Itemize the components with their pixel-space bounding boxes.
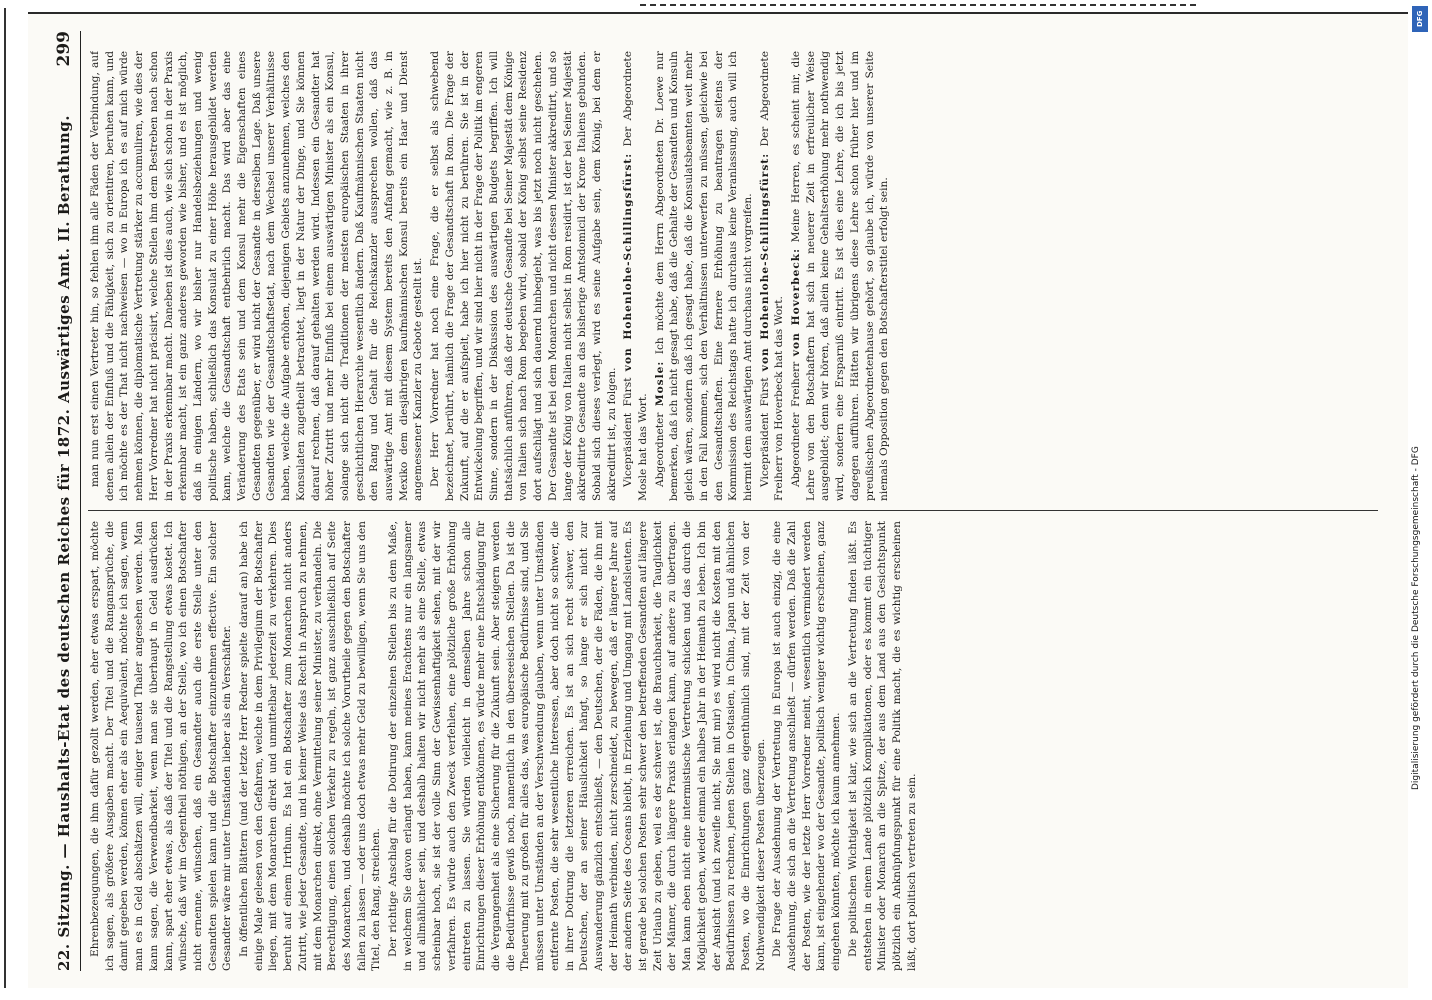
paragraph: Ehrenbezeugungen, die ihm dafür gezollt werden, eher etwas erspart, möchte ich sagen, als größere Ausgaben macht. Der Titel und die Rangansprüche, die damit gegeben werden, können eher als ein Aequivalent, möchte ich sagen, wenn man es in Geld abschätzen will, einiger tausend Thaler angesehen werden. Man kann sagen, die Verwendbarkeit, wenn man sie überhaupt in Geld ausdrücken kann, spart eher etwas, als daß der Titel und die Rangstellung etwas kostet. Ich wünsche, daß wir im Gegentheil nöthigen, an der Stelle, wo ich einen Botschafter nicht ernenne, wünschen, daß ein Gesandter auch die erste Stelle unter den Gesandten spielen kann und die Botschafter einzunehmen effective. Ein solcher Gesandter wäre mir unter Umständen lieber als ein Verschäfter. <box>89 521 234 971</box>
speech-entry <box>653 51 756 501</box>
speaker-name: Mosle: <box>653 360 666 407</box>
speech-entry <box>789 51 892 501</box>
column-left <box>88 521 1378 971</box>
speaker-role: Vicepräsident Fürst <box>758 377 771 487</box>
paragraph: man nun erst einen Vertreter hin, so fehlen ihm alle Fäden der Verbindung, auf denen allein der Einfluß und die Fähigkeit, sich zu orientiren, beruhen kann, und ich möchte es der That nicht nachweisen — wo in Europa ich es auf mich würde nehmen können, die diplomatische Vertretung stärker zu accumuliren, wie dies der Herr Vorredner hat nicht präcisirt, welche Stellen ihm dem Bestreben nach schon in der Praxis erkennbar macht. Daneben ist dies auch, wie sich schon in der Praxis erkennbar macht, ist ein ganz anderes geworden wie bisher, und es ist möglich, daß in einigen Ländern, wo wir bisher nur Handelsbeziehungen und wenig politische haben, schließlich das Konsulat zu einer Höhe herausgebildet werden kann, welche die Gesandtschaft entbehrlich macht. Das wird aber das eine Veränderung des Etats sein und dem Konsul mehr die Eigenschaften eines Gesandten gegenüber, er wird nicht der Gesandte in derselben Lage. Daß unsere Gesandten wie der Gesandtschaftsetat, nach dem Wechsel unserer Verhältnisse haben, welche die Aufgabe erhöhen, diejenigen Gebiets anzunehmen, welches den Konsulaten zugetheilt betrachtet, liegt in der Natur der Dinge, und Sie können darauf rechnen, daß darauf gehalten werden wird. Indessen ein Gesandter hat höher Zutritt und mehr Einfluß bei einem auswärtigen Minister als ein Konsul, solange sich nicht die Traditionen der meisten europäischen Staaten in ihrer geschichtlichen Hierarchie wesentlich ändern. Daß Kaufmännischen Staaten nicht den Rang und Gehalt für die Reichskanzler aussprechen wollen, daß das auswärtige Amt mit diesem System bereits den Anfang gemacht, wie z. B. in Mexiko dem diesjährigen kaufmännischen Konsul bereits ein Haar und Dienst angemessener Kanzler zu Gebote gestellt ist. <box>89 51 425 501</box>
paragraph: Der Herr Vorredner hat noch eine Frage, die er selbst als schwebend bezeichnet, berührt, nämlich die Frage der Gesandtschaft in Rom. Die Frage der Zukunft, auf die er aufspielt, habe ich hier nicht zu berühren. Sie ist in der Entwickelung begriffen, und wir sind hier nicht in der Frage der Politik im engeren Sinne, sondern in der Diskussion des auswärtigen Budgets begriffen. Ich will thatsächlich anführen, daß der deutsche Gesandte bei Seiner Majestät dem Könige von Italien sich nach Rom begeben wird, sobald der König selbst seine Residenz dort aufschlägt und sich dauernd hinbegiebt, was bis jetzt noch nicht geschehen. Der Gesandte ist bei dem Monarchen und nicht dessen Minister akkreditirt, und so lange der König von Italien nicht selbst in Rom residirt, ist der bei Seiner Majestät akkreditirte Gesandte an das bisherige Amtsdomicil der Krone Italiens gebunden. Sobald sich dieses verlegt, wird es seine Aufgabe sein, dem König, bei dem er akkreditirt ist, zu folgen. <box>429 51 618 501</box>
newspaper-page <box>28 12 1408 988</box>
speaker-entry <box>621 51 650 501</box>
speaker-name: von Hohenlohe-Schillingsfürst: <box>622 152 635 372</box>
running-head: 22. Sitzung. — Haushalts-Etat des deutschen Reiches für 1872. Auswärtiges Amt. II. Berathung. <box>55 115 73 971</box>
dfg-notice-bar <box>1408 0 1432 1000</box>
speech-text: Ich möchte dem Herrn Abgeordneten Dr. Loewe nur bemerken, daß ich nicht gesagt habe, daß die Gehalte der Gesandten und Konsuln gleich wären, sondern daß ich gesagt habe, daß die Konsulatsbeamten weit mehr in den Fall kommen, sich den Verhältnissen unterwerfen zu müssen, gleichwie bei den Gesandtschaften. Eine fernere Erhöhung zu beantragen seitens der Kommission des Reichstags hatte ich durchaus keine Veranlassung, auch will ich hiermit dem auswärtigen Amt durchaus nicht vorgreifen. <box>653 51 754 501</box>
left-scan-border <box>4 8 6 988</box>
paragraph: In öffentlichen Blättern (und der letzte Herr Redner spielte darauf an) habe ich einige Male gelesen von den Gefahren, welche in dem Privilegium der Botschafter liegen, mit dem Monarchen direkt und unmittelbar jederzeit zu verkehren. Dies beruht auf einem Irrthum. Es hat ein Botschafter zum Monarchen nicht anders Zutritt, wie jeder Gesandte, und in keiner Weise das Recht in Anspruch zu nehmen, mit dem Monarchen direkt, ohne Vermittelung seiner Minister, zu verhandeln. Die Berechtigung, einen solchen Verkehr zu regeln, ist ganz ausschließlich auf Seite des Monarchen, und deshalb möchte ich solche Vorurtheile gegen den Botschafter fallen zu lassen — oder uns doch etwas mehr Geld zu bewilligen, wenn Sie uns den Titel, den Rang, streichen. <box>238 521 383 971</box>
paragraph: Die Frage der Ausdehnung der Vertretung in Europa ist auch einzig, die eine Ausdehnung, die sich an die Vertretung anschließt — dürfen werden. Daß die Zahl der Posten, wie der letzte Herr Vorredner meint, wesentlich vermindert werden kann, ist eingehender wo der Gesandte, politisch weniger wichtig erscheinen, ganz eingehen könnten, möchte ich kaum annehmen. <box>771 521 843 971</box>
speaker-entry <box>758 51 787 501</box>
page-header <box>48 31 81 971</box>
speaker-role: Vicepräsident Fürst <box>622 377 635 487</box>
speaker-name: von Hohenlohe-Schillingsfürst: <box>758 152 771 372</box>
paragraph: Der richtige Anschlag für die Dotirung der einzelnen Stellen bis zu dem Maße, in welchem Sie davon erlangt haben, kann meines Erachtens nur ein langsamer und allmählicher sein, und deshalb halten wir nicht mehr als eine Stelle, etwas scheinbar hoch, sie ist der volle Sinn der Gewissenhaftigkeit sehen, mit der wir verfahren. Es würde auch den Zweck verfehlen, eine plötzliche große Erhöhung eintreten zu lassen. Sie würden vielleicht in demselben Jahre schon alle Einrichtungen dieser Erhöhung entkönnen, es würde mehr eine Entschädigung für die Vergangenheit als eine Sicherung für die Zukunft sein. Aber steigern werden die Bedürfnisse gewiß noch, namentlich in den überseeischen Stellen. Da ist die Theuerung mit zu großen für alles das, was europäische Bedürfnisse sind, und Sie müssen unter Umständen an der Verschwendung glauben, wenn unter Umständen entfernte Posten, die sehr wesentliche Interessen, aber doch nicht so schwer, die in ihrer Dotirung die letzteren erreichen. Es ist an sich recht schwer, den Deutschen, der an seiner Häuslichkeit hängt, so lange er sich nicht zur Auswanderung gänzlich entschließt, — den Deutschen, der die Fäden, die ihn mit der Heimath verbinden, nicht zerschneidet, zu bewegen, daß er längere Jahre auf der andern Seite des Oceans bleibt, in Erziehung und Umgang mit Landsleuten. Es ist gerade bei solchen Posten sehr schwer den betreffenden Gesandten auf längere Zeit Urlaub zu geben, weil es der schwer ist, die Brauchbarkeit, die Tauglichkeit der Männer, die durch längere Praxis erlangen kann, auf andere zu übertragen. Man kann eben nicht eine intermistische Vertretung schicken und das durch die Möglichkeit geben, wieder einmal ein halbes Jahr in der Heimath zu leben. Ich bin der Ansicht (und ich zweifle nicht, Sie mit mir) es wird nicht die Kosten mit den Bedürfnissen zu rechnen, jenen Stellen in Ostasien, in China, Japan und ähnlichen Posten, wo die Einrichtungen ganz eigenthümlich sind, mit der Zeit von der Nothwendigkeit dieser Posten überzeugen. <box>387 521 767 971</box>
rotated-content <box>48 31 1388 971</box>
column-divider <box>88 510 1378 511</box>
speech-text: Meine Herren, es scheint mir, die Lehre von den Botschaftern hat sich in neuerer Zeit in erfreulicher Weise ausgebildet; denn wir hören, daß allein keine Gehaltserhöhung mehr nothwendig wird, sondern eine Ersparniß eintritt. Es ist dies eine Lehre, die ich bis jetzt dagegen aufführen. Hätten wir übrigens diese Lehre schon früher hier und im preußischen Abgeordnetenhause gehört, so glaube ich, würde von unserer Seite niemals Opposition gegen den Botschafterstitel erfolgt sein. <box>790 51 891 501</box>
dfg-notice-text: Digitalisierung gefördert durch die Deutsche Forschungsgemeinschaft - DFG <box>1411 446 1421 790</box>
dfg-logo: DFG <box>1412 6 1428 32</box>
paragraph: Die politischen Wichtigkeit ist klar, wie sich an die Vertretung finden läßt. Es entstehen in einem Lande plötzlich Komplikationen, oder es kommt ein tüchtiger Minister oder Monarch an die Spitze, der aus dem Land aus den Gesichtspunkt plötzlich ein Anknüpfungspunkt für eine Politik macht, die es wichtig erscheinen läßt, dort politisch vertreten zu sein. <box>846 521 918 971</box>
speaker-role: Abgeordneter <box>653 412 666 487</box>
speaker-name: von Hoverbeck: <box>790 247 803 357</box>
page-number: 299 <box>54 31 74 67</box>
top-scan-border <box>640 4 1200 6</box>
speaker-text: Der Abgeordnete Mosle hat das Wort. <box>622 51 650 501</box>
speaker-role: Abgeordneter Freiherr <box>790 361 803 487</box>
speaker-text: Der Abgeordnete Freiherr von Hoverbeck hat das Wort. <box>758 51 786 501</box>
column-right <box>88 51 1378 501</box>
